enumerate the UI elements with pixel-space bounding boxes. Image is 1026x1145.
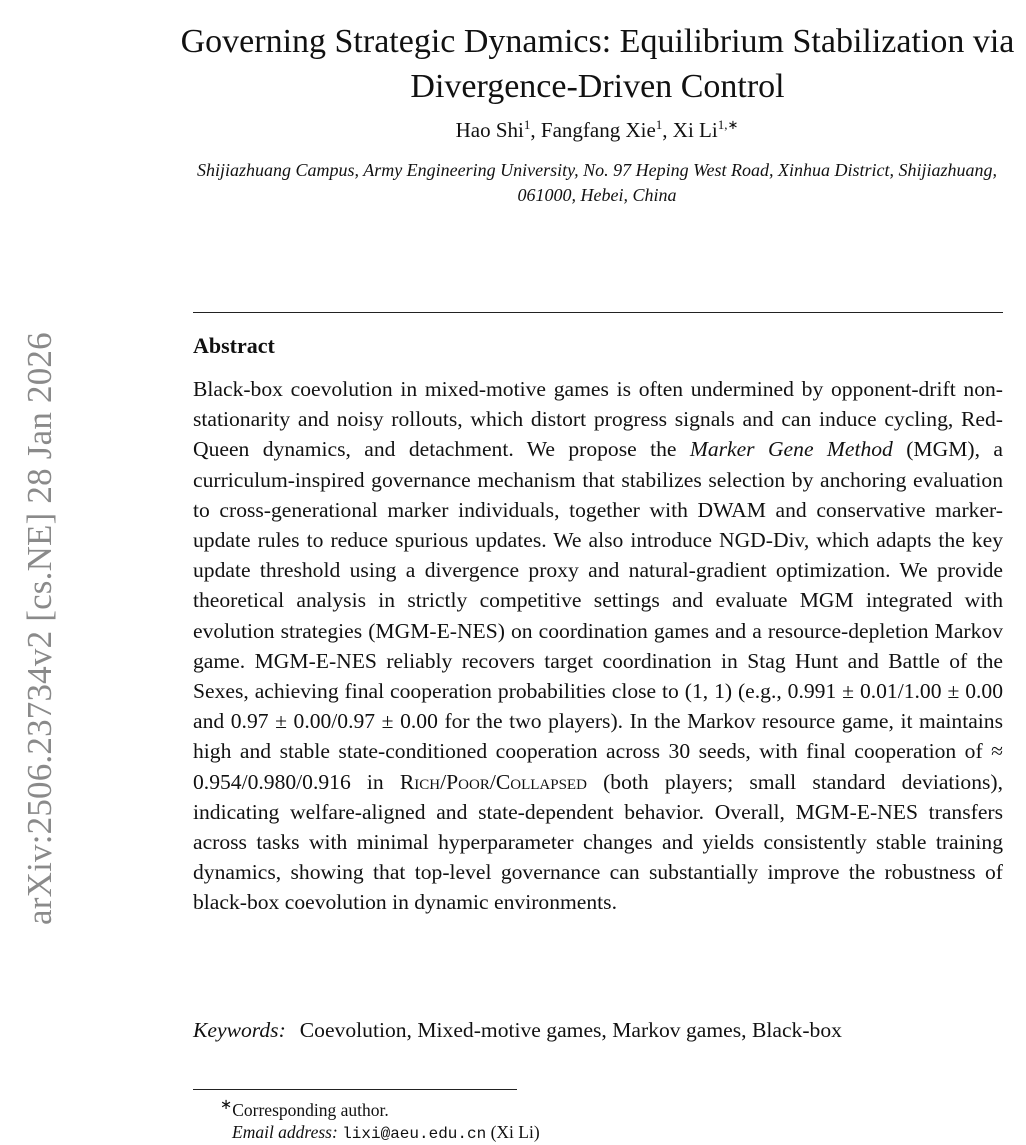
footnote-email: [232, 1122, 540, 1143]
author-name: Xi Li: [672, 118, 718, 142]
abstract-text: (MGM), a curriculum-inspired governance mechanism that stabilizes selection by anchoring evaluation to cross-generational marker individuals, together with DWAM and conservative marker-update rules to reduce spurious updates. We also introduce NGD-Div, which adapts the key update threshold using a divergence proxy and natural-gradient optimization. We provide theoretical analysis in strictly competitive settings and evaluate MGM integrated with evolution strategies (MGM-E-NES) on coordination games and a resource-depletion Markov game. MGM-E-NES reliably recovers target coordination in Stag Hunt and Battle of the Sexes, achieving final cooperation probabilities close to (1, 1) (e.g., 0.991 ± 0.01/1.00 ± 0.00 and 0.97 ± 0.00/0.97 ± 0.00 for the two players). In the Markov resource game, it maintains high and stable state-conditioned cooperation across 30 seeds, with final cooperation of ≈ 0.954/0.980/0.916 in: [193, 437, 1003, 794]
keywords-label: Keywords:: [193, 1018, 286, 1042]
arxiv-sidebar: [0, 0, 59, 1145]
footnote-corresponding: [220, 1096, 389, 1121]
section-divider: [193, 312, 1003, 313]
abstract-text: Black-box coevolution in mixed-motive games is often undermined by opponent-drift non-stationarity and noisy rollouts, which distort progress signals and can induce cycling, Red-Queen dynamics, and detachment. We propose the: [193, 377, 1003, 462]
abstract-body: [193, 374, 1003, 918]
author-affiliation-mark: 1: [655, 117, 663, 132]
keywords-value: Coevolution, Mixed-motive games, Markov games, Black-box: [299, 1018, 842, 1042]
affiliation: Shijiazhuang Campus, Army Engineering University, No. 97 Heping West Road, Xinhua District, Shijiazhuang, 061000, Hebei, China: [197, 160, 997, 205]
author-name: Hao Shi: [455, 118, 524, 142]
abstract-heading: Abstract: [193, 333, 275, 358]
state-label-poor: Poor: [446, 769, 490, 794]
footnote-mark: ∗: [220, 1097, 233, 1113]
slash-separator: /: [440, 769, 447, 794]
state-label-rich: Rich: [399, 769, 441, 794]
slash-separator: /: [489, 769, 496, 794]
arxiv-identifier-stamp: arXiv:2506.23734v2 [cs.NE] 28 Jan 2026: [20, 332, 59, 925]
state-label-collapsed: Collapsed: [495, 769, 587, 794]
email-link[interactable]: lixi@aeu.edu.cn: [342, 1125, 487, 1143]
author-affiliation-mark: 1: [523, 117, 531, 132]
author-list: Hao Shi$^1$, Fangfang Xie$^1$, Xi $Li^{1,∗}$: [455, 117, 739, 142]
keywords-line: [193, 1018, 1003, 1043]
email-owner: (Xi Li): [490, 1122, 540, 1142]
email-label: Email address:: [232, 1122, 338, 1142]
author-name: Fangfang Xie: [540, 118, 656, 142]
abstract-text: (both players; small standard deviations), indicating welfare-aligned and state-dependent behavior. Overall, MGM-E-NES transfers across tasks with minimal hyperparameter changes and yields consistently stable training dynamics, showing that top-level governance can substantially improve the robustness of black-box coevolution in dynamic environments.: [193, 769, 1003, 915]
method-name-italic: Marker Gene Method: [689, 437, 893, 462]
paper-title: Governing Strategic Dynamics: Equilibrium Stabilization via Divergence-Driven Control: [180, 22, 1015, 105]
footnote-text: Corresponding author.: [232, 1099, 389, 1120]
footnote-divider: [193, 1089, 517, 1090]
abstract-paragraph: [193, 374, 1003, 918]
author-affiliation-mark: 1,∗: [717, 117, 739, 132]
